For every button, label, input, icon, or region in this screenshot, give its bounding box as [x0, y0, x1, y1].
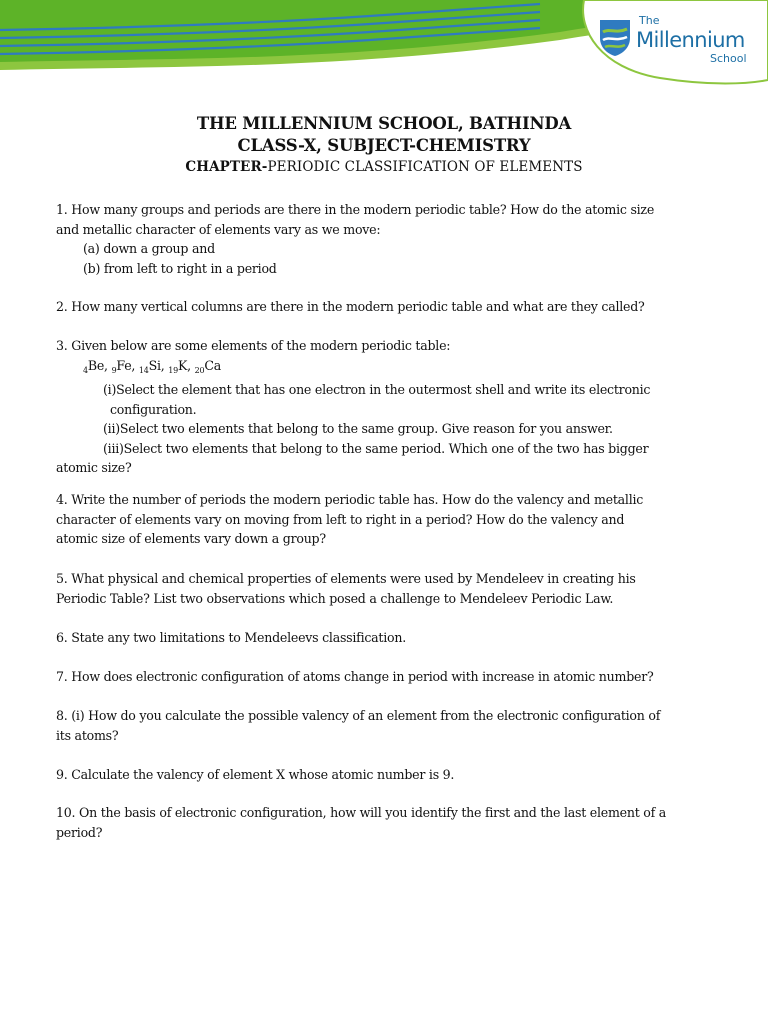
question-line: 6. State any two limitations to Mendeleevs classification. — [56, 630, 406, 645]
question-line: 9. Calculate the valency of element X whose atomic number is 9. — [56, 767, 455, 782]
question-10 — [56, 803, 706, 842]
logo-the-text: The — [639, 14, 660, 27]
question-line: 8. (i) How do you calculate the possible valency of an element from the electronic configuration of — [56, 708, 661, 723]
atomic-number: 20 — [194, 365, 205, 375]
question-line: 1. How many groups and periods are there in the modern periodic table? How do the atomic size — [56, 202, 655, 217]
atomic-number: 14 — [138, 365, 149, 375]
element-entry — [83, 358, 112, 373]
element-entry — [112, 358, 139, 373]
element-symbol: Si, — [148, 357, 169, 373]
atomic-number: 9 — [111, 365, 117, 375]
question-option-b: (b) from left to right in a period — [83, 260, 277, 276]
question-line: atomic size of elements vary down a group? — [56, 531, 326, 546]
question-line: Periodic Table? List two observations which posed a challenge to Mendeleev Periodic Law. — [56, 590, 614, 606]
question-line: 2. How many vertical columns are there in the modern periodic table and what are they called? — [56, 299, 645, 314]
question-line: period? — [56, 824, 103, 840]
question-9 — [56, 765, 706, 785]
logo-name-text: Millennium — [636, 28, 745, 52]
question-4 — [56, 490, 706, 549]
question-line: 3. Given below are some elements of the modern periodic table: — [56, 338, 451, 353]
chapter-title — [0, 159, 768, 175]
question-line: character of elements vary on moving from left to right in a period? How do the valency and — [56, 511, 625, 527]
question-part-ii: (ii)Select two elements that belong to the same group. Give reason for you answer. — [103, 421, 613, 436]
element-entry — [195, 358, 221, 373]
question-part-iii-cont: atomic size? — [56, 460, 132, 475]
question-line: 7. How does electronic configuration of atoms change in period with increase in atomic number? — [56, 669, 654, 684]
question-part-iii: (iii)Select two elements that belong to the same period. Which one of the two has bigger — [103, 440, 649, 456]
element-symbol: Ca — [204, 357, 221, 373]
element-list — [56, 356, 706, 381]
question-1 — [56, 200, 706, 278]
logo-school-text: School — [710, 52, 747, 65]
chapter-lead: CHAPTER- — [185, 159, 268, 175]
chapter-name: PERIODIC CLASSIFICATION OF ELEMENTS — [267, 159, 583, 175]
question-option-a: (a) down a group and — [83, 241, 215, 256]
question-7 — [56, 667, 706, 687]
question-line: 5. What physical and chemical properties of elements were used by Mendeleev in creating his — [56, 571, 636, 586]
question-2 — [56, 297, 706, 317]
element-symbol: Be, — [87, 357, 112, 373]
question-part-i: (i)Select the element that has one electron in the outermost shell and write its electronic — [103, 382, 651, 397]
element-symbol: K, — [177, 357, 195, 373]
question-line: and metallic character of elements vary as we move: — [56, 221, 381, 237]
question-line: 10. On the basis of electronic configuration, how will you identify the first and the last element of a — [56, 805, 667, 820]
school-title: THE MILLENNIUM SCHOOL, BATHINDA — [196, 114, 572, 133]
question-5 — [56, 569, 706, 608]
element-entry — [168, 358, 194, 373]
atomic-number: 19 — [168, 365, 178, 375]
shield-icon — [598, 18, 632, 58]
question-line: 4. Write the number of periods the modern periodic table has. How do the valency and metallic — [56, 492, 644, 507]
question-3 — [56, 336, 706, 478]
class-subject-title: CLASS-X, SUBJECT-CHEMISTRY — [237, 136, 531, 155]
question-part-i-cont: configuration. — [110, 401, 197, 417]
element-entry — [139, 358, 168, 373]
question-6 — [56, 628, 706, 648]
element-symbol: Fe, — [116, 357, 139, 373]
atomic-number: 4 — [83, 365, 88, 375]
school-logo — [592, 8, 762, 84]
question-line: its atoms? — [56, 727, 119, 743]
question-8 — [56, 706, 706, 745]
